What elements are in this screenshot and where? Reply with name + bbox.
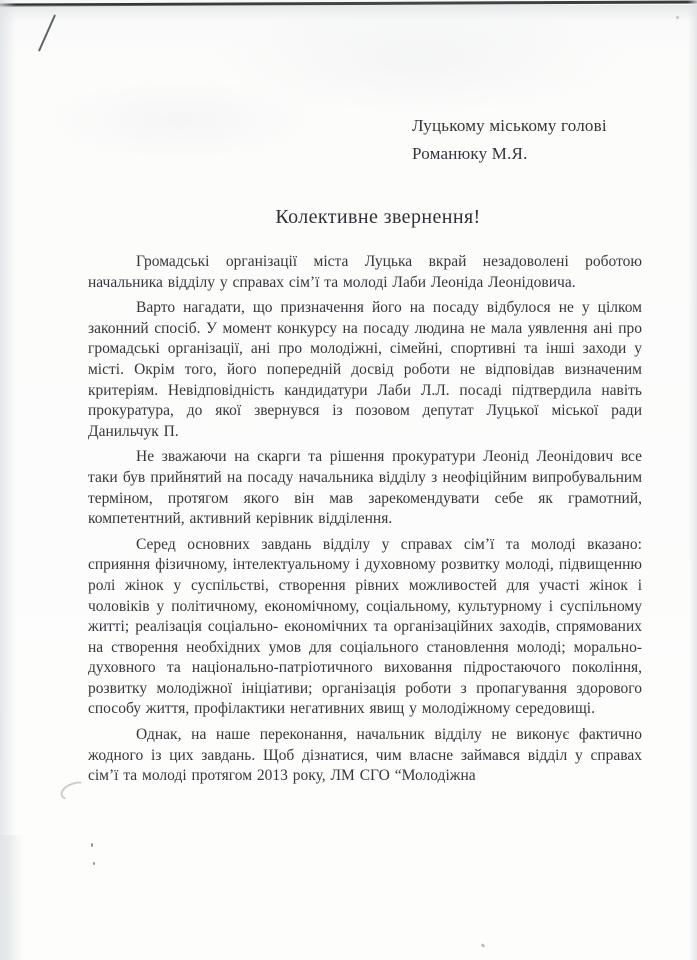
document-title: Колективне звернення! xyxy=(275,206,481,228)
faint-pencil-mark xyxy=(58,779,88,802)
scan-left-shadow xyxy=(0,0,16,960)
recipient-line-2: Романюку М.Я. xyxy=(412,144,528,163)
scan-speck xyxy=(91,843,93,847)
letter-body xyxy=(88,252,642,792)
scan-bottom-left-shadow xyxy=(0,835,24,960)
paragraph-5: Однак, на наше переконання, начальник відділу не виконує фактично жодного із цих завдань. Щоб дізнатися, чим власне займався відділ у справах сім’ї та молоді протягом 2013 року, ЛМ СГО “Молодіжна xyxy=(88,726,642,785)
scan-right-shadow xyxy=(688,0,697,960)
paragraph-4: Серед основних завдань відділу у справах сім’ї та молоді вказано: сприяння фізичному, інтелектуальному і духовному розвитку молоді, підвищенню ролі жінок у суспільстві, створення рівних можливостей для участі жінок і чоловіків у політичному, економічному, соціальному, культурному і суспільному житті; реалізація соціально- економічних та організаційних заходів, спрямованих на створення необхідних умов для соціального становлення молоді; морально-духовного та національно-патріотичного виховання підростаючого покоління, розвитку молодіжної ініціативи; організація роботи з пропагування здорового способу життя, профілактики негативних явищ у молодіжному середовищі. xyxy=(88,535,642,718)
scan-top-shadow xyxy=(0,5,697,21)
paragraph-3: Не зважаючи на скарги та рішення прокуратури Леонід Леонідович все таки був прийнятий на посаду начальника відділу з неофіційним випробувальним терміном, протягом якого він мав зарекомендувати себе як грамотний, компетентний, активний керівник відділення. xyxy=(88,448,642,528)
scan-speck xyxy=(481,943,486,948)
scan-speck xyxy=(93,862,95,865)
recipient-block xyxy=(412,112,607,168)
paragraph-1: Громадські організації міста Луцька вкрай незадоволені роботою начальника відділу у справах сім’ї та молоді Лаби Леоніда Леонідовича. xyxy=(88,253,642,291)
scan-speck xyxy=(676,16,679,19)
recipient-line-1: Луцькому міському голові xyxy=(412,116,607,135)
paragraph-2: Варто нагадати, що призначення його на посаду відбулося не у цілком законний спосіб. У момент конкурсу на посаду людина не мала уявлення ані про громадські організації, ані про молодіжні, сімейні, спортивні та інші заходи у місті. Окрім того, його попередній досвід роботи не відповідав визначеним критеріям. Невідповідність кандидатури Лаби Л.Л. посаді підтвердила навіть прокуратура, до якої звернувся із позовом депутат Луцької міської ради Данильчук П. xyxy=(88,299,642,440)
